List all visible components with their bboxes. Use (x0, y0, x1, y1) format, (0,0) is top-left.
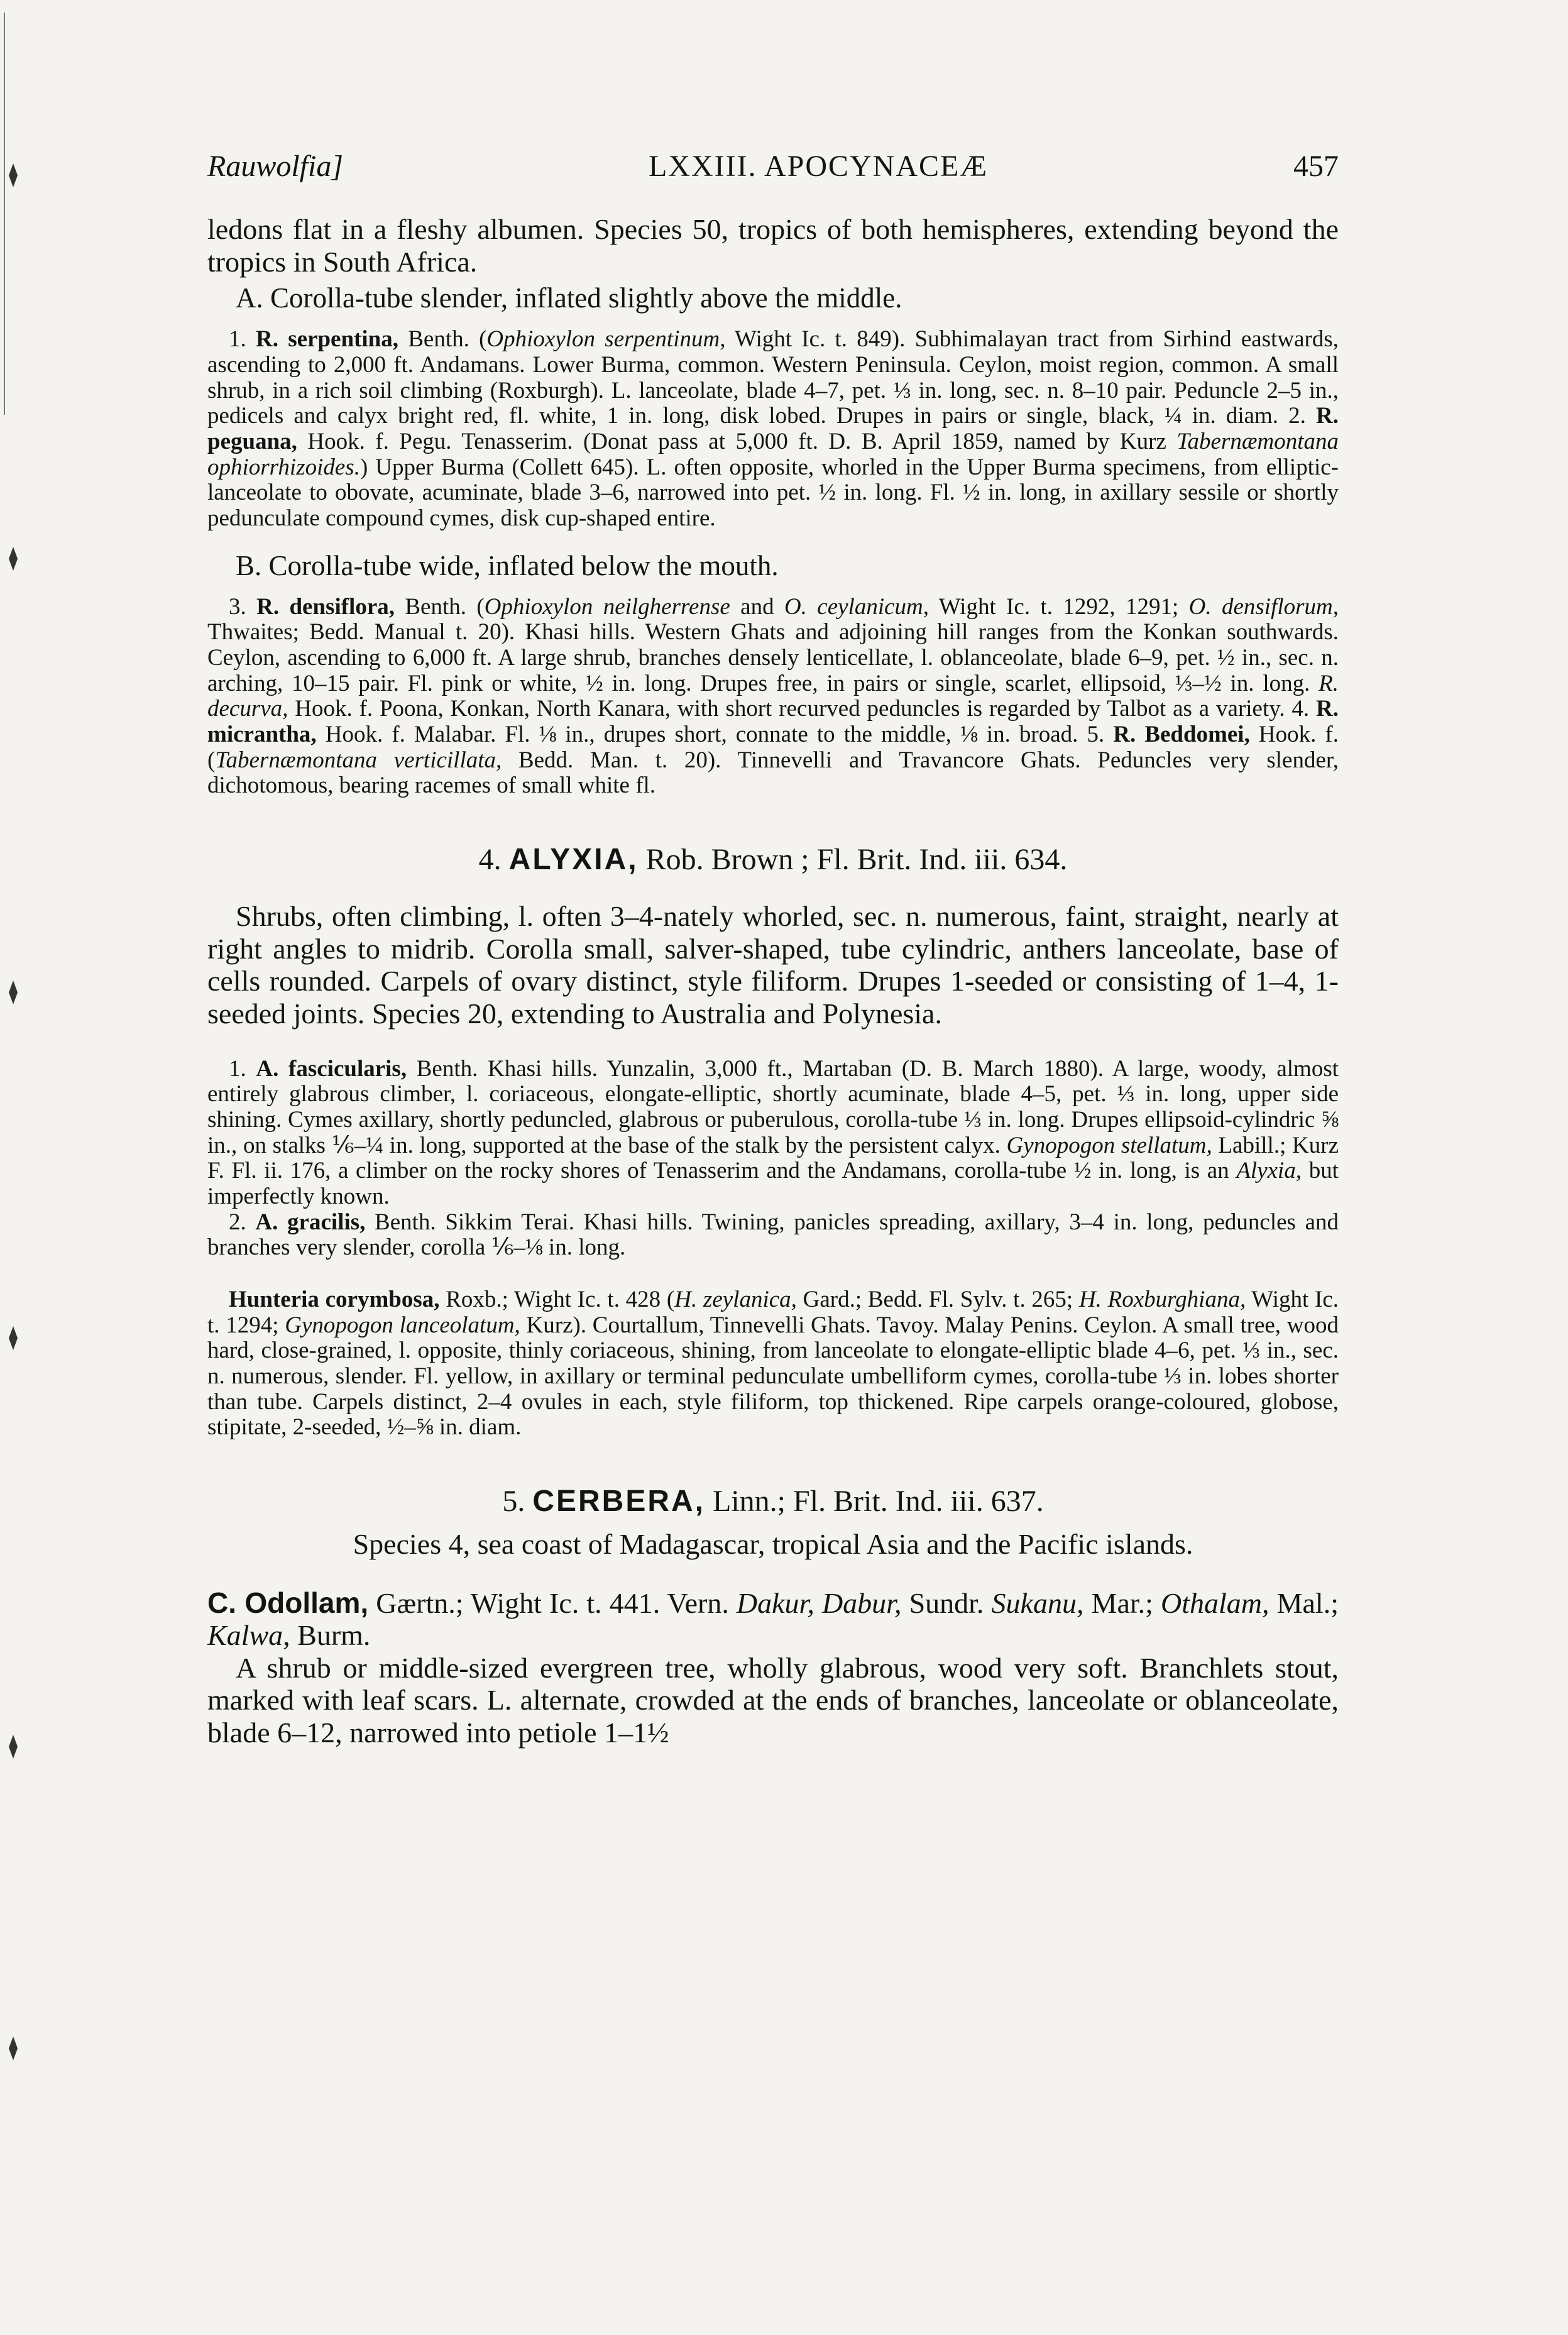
alyxia-species-1: 1. A. fascicularis, Benth. Khasi hills. Yunzalin, 3,000 ft., Martaban (D. B. March 1880). A large, woody, almost entirely glabrous climber, l. coriaceous, elongate-elliptic, shortly acuminate, blade 4–5, pet. ⅓ in. long, upper side shining. Cymes axillary, shortly peduncled, glabrous or puberulous, corolla-tube ⅓ in. long. Drupes ellipsoid-cylindric ⅝ in., on stalks ⅙–¼ in. long, supported at the base of the stalk by the persistent calyx. Gynopogon stellatum, Labill.; Kurz F. Fl. ii. 176, a climber on the rocky shores of Tenasserim and the Andamans, corolla-tube ½ in. long, is an Alyxia, but imperfectly known. (207, 1055, 1339, 1209)
rauwolfia-section-a-paragraph: 1. R. serpentina, Benth. (Ophioxylon serpentinum, Wight Ic. t. 849). Subhimalayan tract from Sirhind eastwards, ascending to 2,000 ft. Andamans. Lower Burma, common. Western Peninsula. Ceylon, moist region, common. A small shrub, in a rich soil climbing (Roxburgh). L. lanceolate, blade 4–7, pet. ⅓ in. long, sec. n. 8–10 pair. Peduncle 2–5 in., pedicels and calyx bright red, fl. white, 1 in. long, disk lobed. Drupes in pairs or single, black, ¼ in. diam. 2. R. peguana, Hook. f. Pegu. Tenasserim. (Donat pass at 5,000 ft. D. B. April 1859, named by Kurz Tabernæmontana ophiorrhizoides.) Upper Burma (Collett 645). L. often opposite, whorled in the Upper Burma specimens, from elliptic-lanceolate to obovate, acuminate, blade 3–6, narrowed into pet. ½ in. long. Fl. ½ in. long, in axillary sessile or shortly pedunculate compound cymes, disk cup-shaped entire. (207, 326, 1339, 532)
intro-paragraph: ledons flat in a fleshy albumen. Species 50, tropics of both hemispheres, extending beyond the tropics in South Africa. (207, 213, 1339, 278)
species-name: C. Odollam, (207, 1586, 369, 1619)
margin-mark (9, 1326, 18, 1350)
running-head (207, 150, 1339, 183)
cerbera-odollam-heading: C. Odollam, Gærtn.; Wight Ic. t. 441. Vern. Dakur, Dabur, Sundr. Sukanu, Mar.; Othalam, Mal.; Kalwa, Burm. (207, 1586, 1339, 1652)
running-head-family: LXXIII. APOCYNACEÆ (649, 150, 989, 183)
section-a-heading: A. Corolla-tube slender, inflated slightly above the middle. (236, 282, 902, 314)
alyxia-species-2: 2. A. gracilis, Benth. Sikkim Terai. Khasi hills. Twining, panicles spreading, axillary, 3–4 in. long, peduncles and branches very slender, corolla ⅙–⅛ in. long. (207, 1209, 1339, 1261)
book-page (207, 150, 1339, 1749)
margin-mark (9, 1735, 18, 1759)
margin-mark (9, 981, 18, 1004)
margin-mark (9, 2036, 18, 2060)
hunteria-paragraph: Hunteria corymbosa, Roxb.; Wight Ic. t. 428 (H. zeylanica, Gard.; Bedd. Fl. Sylv. t. 265; H. Roxburghiana, Wight Ic. t. 1294; Gynopogon lanceolatum, Kurz). Courtallum, Tinnevelli Ghats. Tavoy. Malay Penins. Ceylon. A small tree, wood hard, close-grained, l. opposite, thinly coriaceous, shining, from lanceolate to elongate-elliptic blade 4–6, pet. ⅓ in., sec. n. numerous, slender. Fl. yellow, in axillary or terminal pedunculate umbelliform cymes, corolla-tube ⅓ in. lobes shorter than tube. Carpels distinct, 2–4 ovules in each, style filiform, top thickened. Ripe carpels orange-coloured, globose, stipitate, 2-seeded, ½–⅝ in. diam. (207, 1287, 1339, 1441)
genus-heading-cerbera: 5. CERBERA, Linn.; Fl. Brit. Ind. iii. 637. (502, 1485, 1044, 1519)
species-name: R. serpentina, (256, 326, 398, 353)
cerbera-odollam-description: A shrub or middle-sized evergreen tree, wholly glabrous, wood very soft. Branchlets stout, marked with leaf scars. L. alternate, crowded at the ends of branches, lanceolate or oblanceolate, blade 6–12, narrowed into petiole 1–1½ (207, 1651, 1339, 1749)
alyxia-description: Shrubs, often climbing, l. often 3–4-nately whorled, sec. n. numerous, faint, straight, nearly at right angles to midrib. Corolla small, salver-shaped, tube cylindric, anthers lanceolate, base of cells rounded. Carpels of ovary distinct, style filiform. Drupes 1-seeded or consisting of 1–4, 1-seeded joints. Species 20, extending to Australia and Polynesia. (207, 900, 1339, 1030)
genus-heading-alyxia: 4. ALYXIA, Rob. Brown ; Fl. Brit. Ind. iii. 634. (478, 843, 1068, 877)
margin-mark (9, 163, 18, 187)
cerbera-species-line: Species 4, sea coast of Madagascar, tropical Asia and the Pacific islands. (353, 1528, 1193, 1561)
species-name: A. fascicularis, (256, 1055, 407, 1082)
page-edge-line (4, 13, 5, 415)
rauwolfia-section-b-paragraph: 3. R. densiflora, Benth. (Ophioxylon neilgherrense and O. ceylanicum, Wight Ic. t. 1292, 1291; O. densiflorum, Thwaites; Bedd. Manual t. 20). Khasi hills. Western Ghats and adjoining hill ranges from the Konkan southwards. Ceylon, ascending to 6,000 ft. A large shrub, branches densely lenticellate, l. oblanceolate, blade 6–9, pet. ½ in., sec. n. arching, 10–15 pair. Fl. pink or white, ½ in. long. Drupes free, in pairs or single, scarlet, ellipsoid, ⅓–½ in. long. R. decurva, Hook. f. Poona, Konkan, North Kanara, with short recurved peduncles is regarded by Talbot as a variety. 4. R. micrantha, Hook. f. Malabar. Fl. ⅛ in., drupes short, connate to the middle, ⅛ in. broad. 5. R. Beddomei, Hook. f. (Tabernæmontana verticillata, Bedd. Man. t. 20). Tinnevelli and Travancore Ghats. Peduncles very slender, dichotomous, bearing racemes of small white fl. (207, 593, 1339, 799)
species-name: R. peguana, (207, 403, 1339, 454)
section-b-heading: B. Corolla-tube wide, inflated below the mouth. (236, 549, 779, 581)
species-name: R. micrantha, (207, 696, 1339, 748)
species-name: Hunteria corymbosa, (229, 1287, 440, 1312)
margin-mark (9, 547, 18, 571)
species-name: R. densiflora, (256, 593, 395, 620)
page-number: 457 (1293, 150, 1339, 183)
species-name: A. gracilis, (255, 1209, 366, 1235)
species-name: R. Beddomei, (1113, 722, 1250, 748)
running-head-genus: Rauwolfia] (207, 150, 344, 183)
